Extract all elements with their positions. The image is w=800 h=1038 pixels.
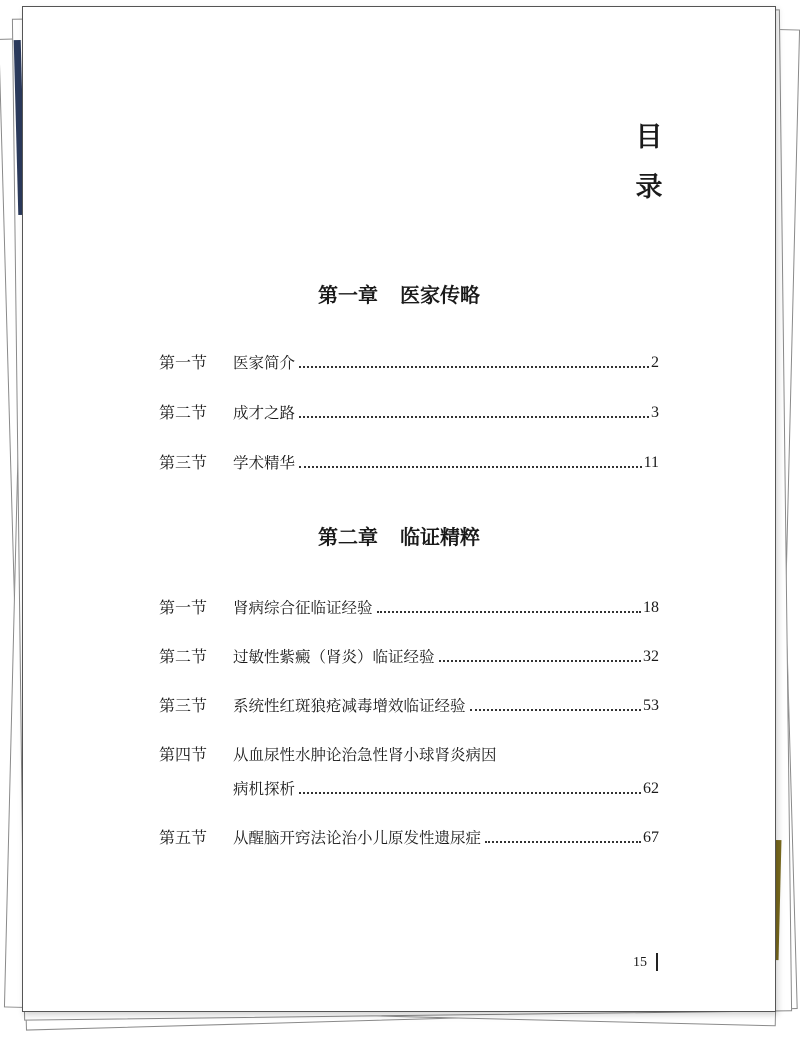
page-ref: 67 — [643, 829, 659, 846]
toc-heading-char: 录 — [635, 172, 663, 203]
page-ref: 2 — [651, 354, 659, 371]
toc-heading-char: 目 — [635, 122, 663, 153]
leader-dots — [377, 610, 641, 613]
section-number: 第四节 — [159, 745, 208, 764]
section-number: 第三节 — [159, 453, 208, 472]
toc-entry[interactable] — [159, 351, 659, 375]
section-title: 医家简介 — [233, 354, 296, 372]
section-number: 第三节 — [159, 696, 208, 715]
section-title: 肾病综合征临证经验 — [233, 599, 373, 617]
toc-entry[interactable] — [159, 694, 659, 718]
chapter-number: 第二章 — [318, 525, 378, 549]
toc-page — [22, 6, 776, 1012]
chapter-number: 第一章 — [318, 283, 378, 307]
leader-dots — [470, 708, 641, 711]
toc-entry[interactable] — [159, 451, 659, 475]
section-title: 系统性红斑狼疮减毒增效临证经验 — [233, 697, 466, 715]
leader-dots — [485, 840, 641, 843]
chapter-heading — [23, 521, 775, 550]
section-number: 第五节 — [159, 828, 208, 847]
section-title: 学术精华 — [233, 454, 296, 472]
section-number: 第二节 — [159, 647, 208, 666]
leader-dots — [439, 659, 641, 662]
page-ref: 32 — [643, 648, 659, 665]
section-title-continued: 病机探析 — [233, 780, 296, 798]
leader-dots — [299, 365, 649, 368]
toc-entry[interactable] — [159, 826, 659, 850]
page-ref: 18 — [643, 599, 659, 616]
page-ref: 3 — [651, 404, 659, 421]
page-number-rule — [656, 953, 658, 971]
section-title: 过敏性紫癜（肾炎）临证经验 — [233, 648, 435, 666]
section-number: 第一节 — [159, 353, 208, 372]
section-number: 第一节 — [159, 598, 208, 617]
section-title: 从醒脑开窍法论治小儿原发性遗尿症 — [233, 829, 482, 847]
page-ref: 53 — [643, 697, 659, 714]
chapter-title: 医家传略 — [400, 283, 480, 307]
toc-entry[interactable] — [159, 743, 659, 767]
chapter-title: 临证精粹 — [400, 525, 480, 549]
leader-dots — [299, 465, 642, 468]
toc-entry[interactable] — [159, 645, 659, 669]
toc-entry[interactable] — [159, 596, 659, 620]
page-number: 15 — [633, 955, 647, 970]
section-number: 第二节 — [159, 403, 208, 422]
section-title: 成才之路 — [233, 404, 296, 422]
leader-dots — [299, 791, 641, 794]
toc-entry[interactable] — [159, 401, 659, 425]
page-ref: 62 — [643, 780, 659, 797]
toc-heading — [629, 113, 669, 213]
leader-dots — [299, 415, 649, 418]
chapter-heading — [23, 279, 775, 308]
section-title: 从血尿性水肿论治急性肾小球肾炎病因 — [233, 746, 497, 764]
page-ref: 11 — [643, 454, 659, 471]
toc-entry-continuation[interactable] — [233, 777, 659, 801]
